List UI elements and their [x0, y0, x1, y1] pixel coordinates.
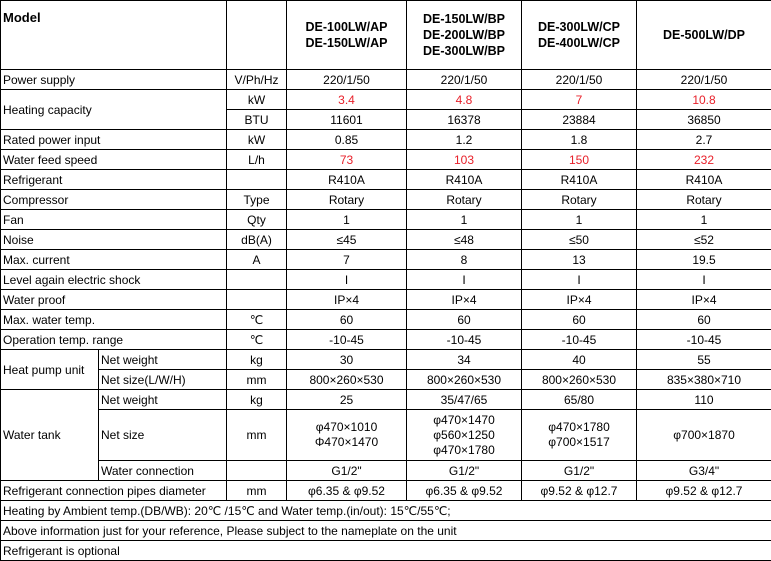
value-cell: IP×4	[522, 290, 637, 310]
value-cell: 1.8	[522, 130, 637, 150]
row-label: Operation temp. range	[1, 330, 227, 350]
value-cell: 55	[637, 350, 771, 370]
row-label: Compressor	[1, 190, 227, 210]
value-cell: φ470×1010 Φ470×1470	[287, 410, 407, 461]
value-cell: 150	[522, 150, 637, 170]
row-max-current	[1, 250, 771, 270]
row-sublabel: Water connection	[99, 461, 227, 481]
row-refrigerant	[1, 170, 771, 190]
value-cell: Rotary	[637, 190, 771, 210]
unit-cell: kW	[227, 130, 287, 150]
model-col-4: DE-500LW/DP	[637, 1, 771, 70]
value-cell: 60	[522, 310, 637, 330]
value-cell: R410A	[407, 170, 522, 190]
value-cell: 1	[637, 210, 771, 230]
value-cell: 13	[522, 250, 637, 270]
row-label: Noise	[1, 230, 227, 250]
value-cell: -10-45	[522, 330, 637, 350]
value-cell: 800×260×530	[287, 370, 407, 390]
row-noise	[1, 230, 771, 250]
value-cell: 34	[407, 350, 522, 370]
unit-cell: L/h	[227, 150, 287, 170]
value-cell: 35/47/65	[407, 390, 522, 410]
value-cell: IP×4	[637, 290, 771, 310]
value-cell: R410A	[522, 170, 637, 190]
value-cell: φ9.52 & φ12.7	[637, 481, 771, 501]
row-label: Refrigerant	[1, 170, 227, 190]
unit-cell: A	[227, 250, 287, 270]
row-label: Water tank	[1, 390, 99, 481]
unit-cell	[227, 290, 287, 310]
note-text: Refrigerant is optional	[1, 541, 771, 561]
value-cell: 800×260×530	[407, 370, 522, 390]
unit-header	[227, 1, 287, 70]
unit-cell: ℃	[227, 310, 287, 330]
model-label: Model	[1, 1, 227, 70]
value-cell: G1/2"	[287, 461, 407, 481]
value-cell: φ6.35 & φ9.52	[287, 481, 407, 501]
value-cell: G1/2"	[522, 461, 637, 481]
unit-cell: Type	[227, 190, 287, 210]
unit-cell	[227, 170, 287, 190]
value-cell: R410A	[637, 170, 771, 190]
value-cell: 220/1/50	[407, 70, 522, 90]
value-cell: 103	[407, 150, 522, 170]
value-cell: φ470×1470 φ560×1250 φ470×1780	[407, 410, 522, 461]
row-label: Water feed speed	[1, 150, 227, 170]
value-cell: 65/80	[522, 390, 637, 410]
row-sublabel: Net weight	[99, 390, 227, 410]
value-cell: 1	[407, 210, 522, 230]
unit-cell: dB(A)	[227, 230, 287, 250]
note-text: Above information just for your reference, Please subject to the nameplate on the unit	[1, 521, 771, 541]
value-cell: ≤52	[637, 230, 771, 250]
value-cell: I	[287, 270, 407, 290]
value-cell: 0.85	[287, 130, 407, 150]
unit-cell: Qty	[227, 210, 287, 230]
value-cell: 11601	[287, 110, 407, 130]
value-cell: 220/1/50	[287, 70, 407, 90]
unit-cell: mm	[227, 410, 287, 461]
value-cell: 835×380×710	[637, 370, 771, 390]
value-cell: ≤48	[407, 230, 522, 250]
row-sublabel: Net weight	[99, 350, 227, 370]
row-compressor	[1, 190, 771, 210]
row-wt-net-weight	[1, 390, 771, 410]
value-cell: φ470×1780 φ700×1517	[522, 410, 637, 461]
row-heating-kw	[1, 90, 771, 110]
value-cell: 8	[407, 250, 522, 270]
model-col-1: DE-100LW/AP DE-150LW/AP	[287, 1, 407, 70]
value-cell: 60	[637, 310, 771, 330]
value-cell: 60	[287, 310, 407, 330]
value-cell: φ9.52 & φ12.7	[522, 481, 637, 501]
value-cell: 232	[637, 150, 771, 170]
value-cell: 25	[287, 390, 407, 410]
value-cell: 800×260×530	[522, 370, 637, 390]
row-label: Rated power input	[1, 130, 227, 150]
value-cell: I	[407, 270, 522, 290]
value-cell: 23884	[522, 110, 637, 130]
value-cell: 16378	[407, 110, 522, 130]
value-cell: ≤50	[522, 230, 637, 250]
row-power-supply	[1, 70, 771, 90]
value-cell: 220/1/50	[637, 70, 771, 90]
value-cell: G3/4"	[637, 461, 771, 481]
value-cell: IP×4	[287, 290, 407, 310]
unit-cell: mm	[227, 481, 287, 501]
value-cell: 3.4	[287, 90, 407, 110]
row-hp-net-weight	[1, 350, 771, 370]
unit-cell: BTU	[227, 110, 287, 130]
value-cell: 60	[407, 310, 522, 330]
header-row	[1, 1, 771, 70]
row-wt-connection	[1, 461, 771, 481]
row-fan	[1, 210, 771, 230]
value-cell: R410A	[287, 170, 407, 190]
row-sublabel: Net size	[99, 410, 227, 461]
value-cell: 1.2	[407, 130, 522, 150]
value-cell: Rotary	[522, 190, 637, 210]
row-operation-temp	[1, 330, 771, 350]
value-cell: I	[637, 270, 771, 290]
value-cell: G1/2"	[407, 461, 522, 481]
value-cell: 110	[637, 390, 771, 410]
value-cell: Rotary	[287, 190, 407, 210]
value-cell: -10-45	[637, 330, 771, 350]
value-cell: 30	[287, 350, 407, 370]
value-cell: IP×4	[407, 290, 522, 310]
value-cell: φ6.35 & φ9.52	[407, 481, 522, 501]
value-cell: 1	[522, 210, 637, 230]
value-cell: 73	[287, 150, 407, 170]
row-label: Power supply	[1, 70, 227, 90]
row-water-proof	[1, 290, 771, 310]
value-cell: 4.8	[407, 90, 522, 110]
model-col-3: DE-300LW/CP DE-400LW/CP	[522, 1, 637, 70]
row-rated-power	[1, 130, 771, 150]
row-max-water-temp	[1, 310, 771, 330]
row-water-feed	[1, 150, 771, 170]
value-cell: -10-45	[407, 330, 522, 350]
row-label: Heat pump unit	[1, 350, 99, 390]
unit-cell: ℃	[227, 330, 287, 350]
value-cell: 36850	[637, 110, 771, 130]
value-cell: ≤45	[287, 230, 407, 250]
value-cell: I	[522, 270, 637, 290]
row-sublabel: Net size(L/W/H)	[99, 370, 227, 390]
value-cell: Rotary	[407, 190, 522, 210]
value-cell: 19.5	[637, 250, 771, 270]
row-label: Water proof	[1, 290, 227, 310]
unit-cell: mm	[227, 370, 287, 390]
value-cell: -10-45	[287, 330, 407, 350]
unit-cell	[227, 270, 287, 290]
row-label: Level again electric shock	[1, 270, 227, 290]
unit-cell: V/Ph/Hz	[227, 70, 287, 90]
value-cell: 2.7	[637, 130, 771, 150]
value-cell: 1	[287, 210, 407, 230]
row-label: Refrigerant connection pipes diameter	[1, 481, 227, 501]
note-row	[1, 541, 771, 561]
note-row	[1, 501, 771, 521]
row-label: Fan	[1, 210, 227, 230]
row-ref-pipes	[1, 481, 771, 501]
unit-cell: kg	[227, 350, 287, 370]
value-cell: 40	[522, 350, 637, 370]
value-cell: 7	[287, 250, 407, 270]
note-row	[1, 521, 771, 541]
row-label: Max. current	[1, 250, 227, 270]
value-cell: 7	[522, 90, 637, 110]
row-hp-net-size	[1, 370, 771, 390]
value-cell: 10.8	[637, 90, 771, 110]
value-cell: 220/1/50	[522, 70, 637, 90]
unit-cell: kg	[227, 390, 287, 410]
row-label: Max. water temp.	[1, 310, 227, 330]
row-label: Heating capacity	[1, 90, 227, 130]
value-cell: φ700×1870	[637, 410, 771, 461]
row-wt-net-size	[1, 410, 771, 461]
note-text: Heating by Ambient temp.(DB/WB): 20℃ /15℃ and Water temp.(in/out): 15℃/55℃;	[1, 501, 771, 521]
row-level-shock	[1, 270, 771, 290]
unit-cell	[227, 461, 287, 481]
unit-cell: kW	[227, 90, 287, 110]
model-col-2: DE-150LW/BP DE-200LW/BP DE-300LW/BP	[407, 1, 522, 70]
